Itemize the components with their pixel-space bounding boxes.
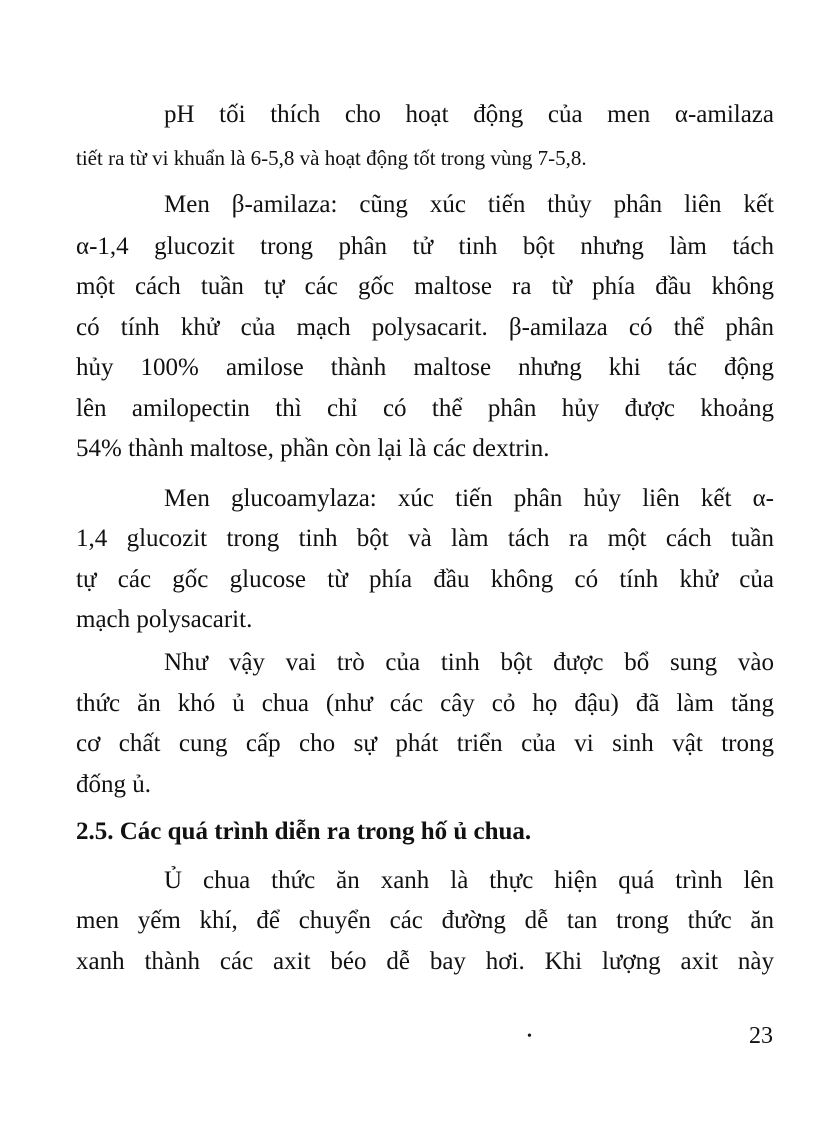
text-line: tiết ra từ vi khuẩn là 6-5,8 và hoạt động tốt trong vùng 7-5,8. xyxy=(76,146,587,170)
text-line: một cách tuần tự các gốc maltose ra từ phía đầu không xyxy=(76,273,774,300)
page-number: 23 xyxy=(749,1023,773,1049)
text-line: thức ăn khó ủ chua (như các cây cỏ họ đậu) đã làm tăng xyxy=(76,690,774,717)
text-line: men yếm khí, để chuyển các đường dễ tan trong thức ăn xyxy=(76,907,774,934)
text-line: Như vậy vai trò của tinh bột được bổ sung vào xyxy=(164,649,774,676)
text-line: 1,4 glucozit trong tinh bột và làm tách ra một cách tuần xyxy=(76,525,774,552)
text-line: lên amilopectin thì chỉ có thể phân hủy được khoảng xyxy=(76,395,774,422)
text-line: Men glucoamylaza: xúc tiến phân hủy liên kết α- xyxy=(164,485,774,512)
section-heading: 2.5. Các quá trình diễn ra trong hố ủ chua. xyxy=(76,818,532,845)
text-line: 54% thành maltose, phần còn lại là các dextrin. xyxy=(76,435,550,462)
text-line: xanh thành các axit béo dễ bay hơi. Khi lượng axit này xyxy=(76,948,774,975)
text-line: hủy 100% amilose thành maltose nhưng khi tác động xyxy=(76,354,774,381)
text-line: tự các gốc glucose từ phía đầu không có tính khử của xyxy=(76,566,774,593)
text-line: Men β-amilaza: cũng xúc tiến thủy phân liên kết xyxy=(164,191,774,218)
text-line: pH tối thích cho hoạt động của men α-amilaza xyxy=(164,101,774,128)
text-line: Ủ chua thức ăn xanh là thực hiện quá trình lên xyxy=(164,867,774,894)
text-line: α-1,4 glucozit trong phân tử tinh bột nhưng làm tách xyxy=(76,233,774,260)
text-line: có tính khử của mạch polysacarit. β-amilaza có thể phân xyxy=(76,314,774,341)
text-line: mạch polysacarit. xyxy=(76,606,253,633)
footer-mark: • xyxy=(527,1029,532,1044)
text-line: cơ chất cung cấp cho sự phát triển của vi sinh vật trong xyxy=(76,730,774,757)
text-line: đống ủ. xyxy=(76,771,151,798)
